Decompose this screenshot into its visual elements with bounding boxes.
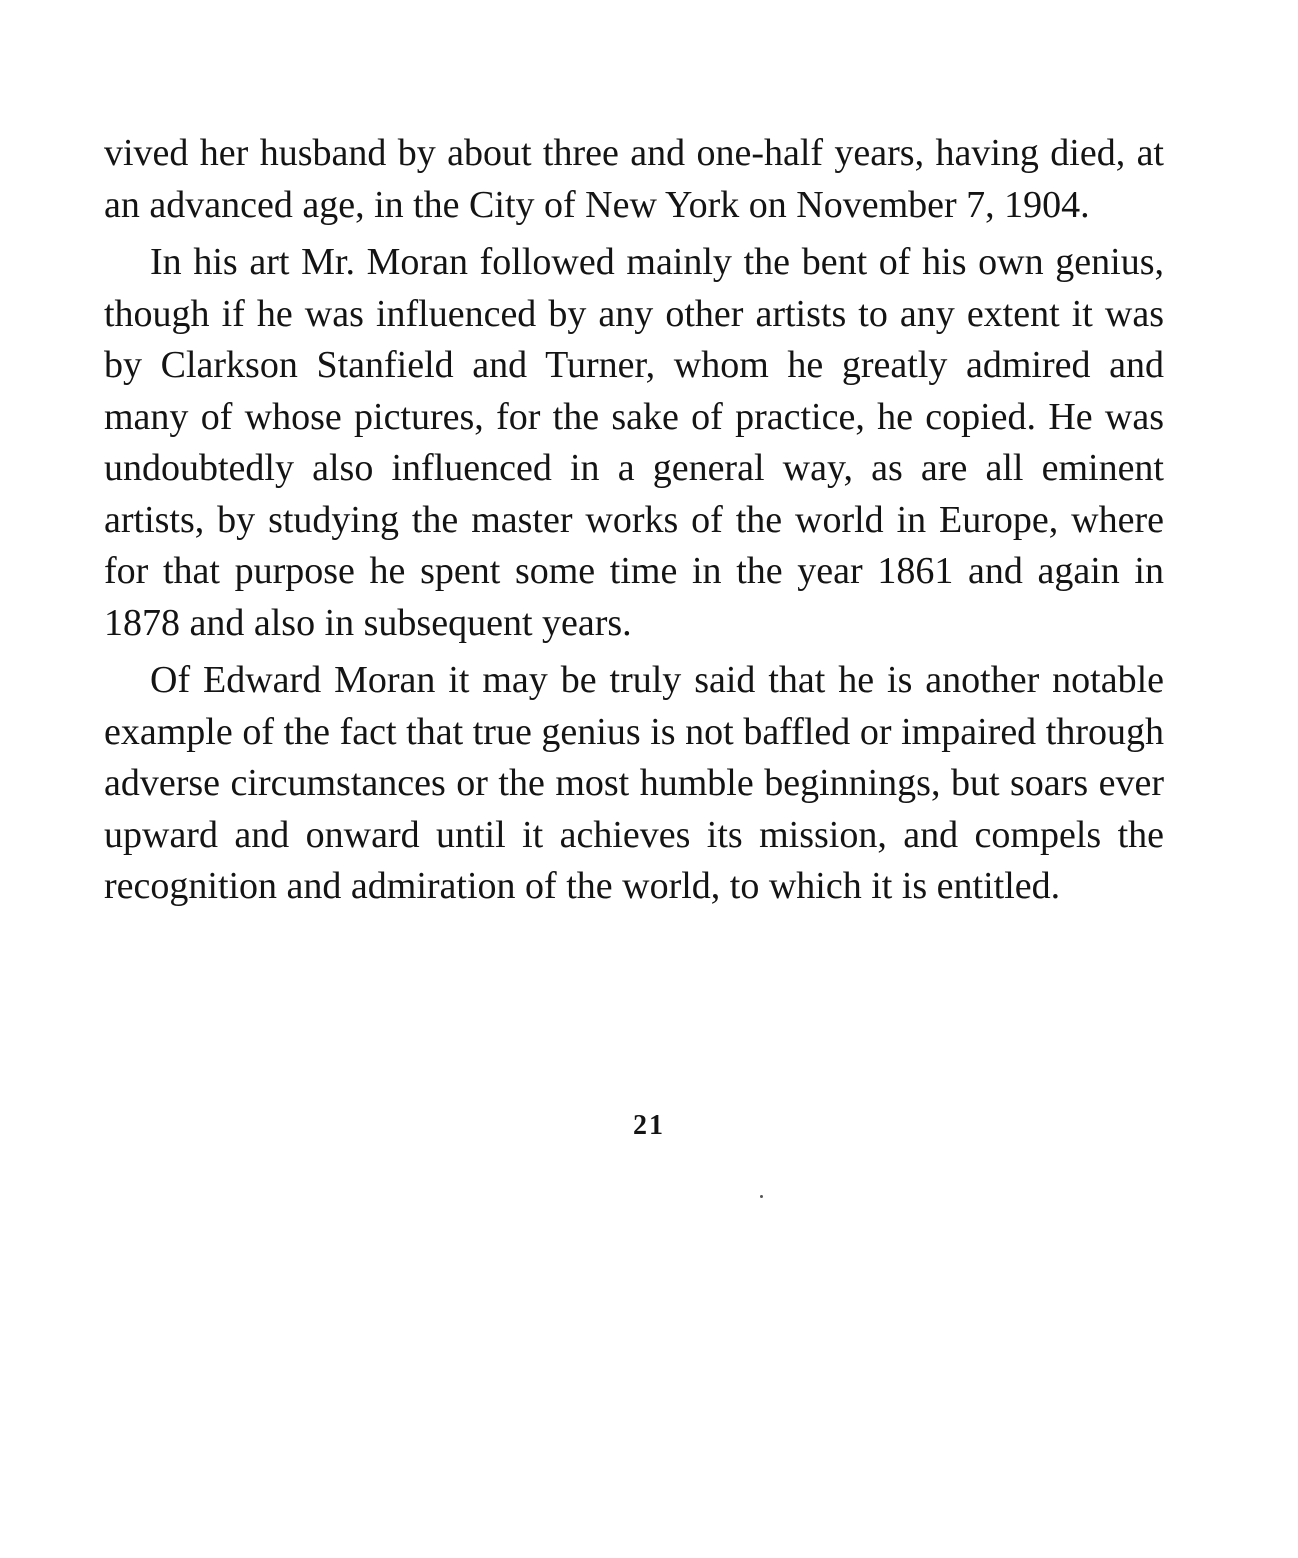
paragraph-art-influences: In his art Mr. Moran followed mainly the bent of his own genius, though if he was influenced by any other artists to any extent it was by Clarkson Stanfield and Turner, whom he greatly admired and many of whose pictures, for the sake of practice, he copied. He was undoubtedly also influenced in a general way, as are all eminent artists, by studying the master works of the world in Europe, where for that purpose he spent some time in the year 1861 and again in 1878 and also in subsequent years. xyxy=(104,241,1164,644)
paragraph-continuation: vived her husband by about three and one-half years, having died, at an advanced age, in the City of New York on November 7, 1904. xyxy=(104,132,1164,226)
print-speck xyxy=(760,1195,763,1198)
body-text xyxy=(104,128,1164,913)
paragraph-genius-tribute: Of Edward Moran it may be truly said that he is another notable example of the fact that true genius is not baffled or impaired through adverse circumstances or the most humble beginnings, but soars ever upward and onward until it achieves its mission, and compels the recognition and admiration of the world, to which it is entitled. xyxy=(104,659,1164,907)
page-number: 21 xyxy=(633,1110,665,1141)
